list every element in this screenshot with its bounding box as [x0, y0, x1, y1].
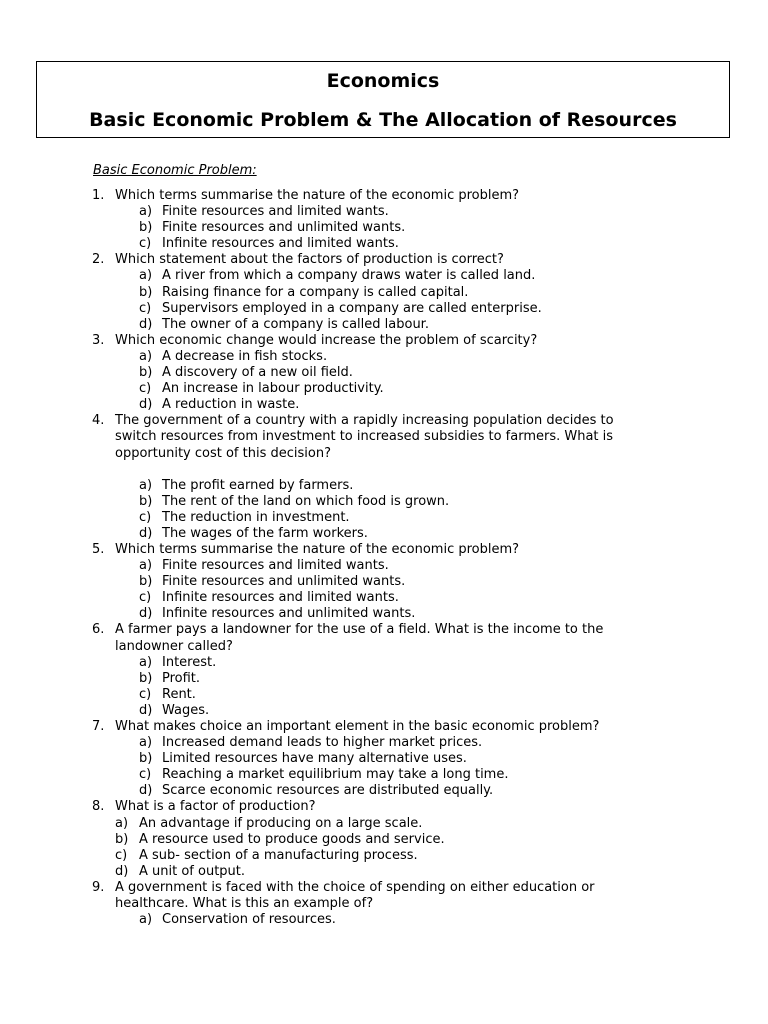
option-item [115, 478, 652, 494]
option-text: Infinite resources and limited wants. [162, 236, 399, 252]
question-4 [92, 413, 652, 542]
question-number: 3. [92, 332, 105, 348]
option-text: Supervisors employed in a company are called enterprise. [162, 300, 542, 316]
option-item [115, 687, 652, 703]
option-label: c) [139, 236, 152, 252]
option-text: Limited resources have many alternative uses. [162, 751, 467, 767]
option-text: An advantage if producing on a large scale. [139, 815, 423, 831]
option-text: The rent of the land on which food is grown. [162, 493, 450, 509]
option-item [115, 783, 652, 799]
question-3 [92, 333, 652, 413]
option-text: Profit. [162, 670, 201, 686]
option-item [115, 767, 652, 783]
option-text: A unit of output. [139, 863, 246, 879]
option-text: Infinite resources and limited wants. [162, 590, 399, 606]
option-text: A decrease in fish stocks. [162, 348, 328, 364]
option-text: Increased demand leads to higher market prices. [162, 735, 483, 751]
option-label: d) [139, 606, 153, 622]
question-text: Which terms summarise the nature of the economic problem? [115, 188, 520, 203]
option-item [115, 848, 652, 864]
option-list [115, 735, 652, 799]
option-label: d) [115, 863, 129, 879]
option-label: a) [139, 268, 153, 284]
option-text: Finite resources and limited wants. [162, 204, 389, 220]
title-box [36, 61, 730, 138]
question-number: 7. [92, 719, 105, 734]
option-label: c) [139, 767, 152, 783]
option-label: b) [139, 574, 153, 590]
question-text: The government of a country with a rapidly increasing population decides to switch resources from investment to increased subsidies to farmers. What is opportunity cost of this decision? [115, 413, 614, 461]
option-item [115, 864, 652, 880]
option-label: b) [139, 751, 153, 767]
option-label: c) [139, 686, 152, 702]
option-list [115, 268, 652, 332]
option-text: Finite resources and limited wants. [162, 558, 389, 574]
question-text: Which economic change would increase the problem of scarcity? [115, 332, 538, 348]
option-label: a) [139, 348, 153, 364]
option-item [115, 574, 652, 590]
option-text: Scarce economic resources are distributed equally. [162, 783, 494, 799]
question-text: What makes choice an important element in the basic economic problem? [115, 719, 600, 734]
option-label: c) [139, 509, 152, 525]
option-text: Conservation of resources. [162, 912, 336, 928]
option-label: c) [115, 847, 128, 863]
option-label: b) [139, 220, 153, 236]
option-label: a) [139, 558, 153, 574]
option-label: a) [139, 912, 153, 928]
option-list [115, 349, 652, 413]
option-list [115, 655, 652, 719]
spacer [115, 462, 652, 478]
question-6 [92, 622, 652, 719]
question-9 [92, 880, 652, 928]
option-label: b) [139, 670, 153, 686]
section-heading: Basic Economic Problem: [93, 163, 257, 178]
option-list [115, 558, 652, 622]
option-text: Rent. [162, 686, 196, 702]
option-item [115, 397, 652, 413]
option-label: a) [139, 654, 153, 670]
option-item [115, 268, 652, 284]
option-label: d) [139, 702, 153, 718]
question-text: Which terms summarise the nature of the economic problem? [115, 541, 520, 557]
option-label: c) [139, 590, 152, 606]
option-label: d) [139, 783, 153, 799]
document-title: Economics [326, 70, 440, 92]
option-label: b) [139, 284, 153, 300]
option-text: A sub- section of a manufacturing process. [139, 847, 418, 863]
option-item [115, 558, 652, 574]
option-item [115, 671, 652, 687]
option-label: a) [115, 815, 129, 831]
option-item [115, 510, 652, 526]
option-item [115, 204, 652, 220]
question-number: 4. [92, 413, 105, 429]
option-text: A river from which a company draws water is called land. [162, 268, 536, 284]
question-7 [92, 719, 652, 799]
option-list [115, 816, 652, 880]
option-text: The wages of the farm workers. [162, 525, 368, 541]
option-label: d) [139, 397, 153, 413]
option-item [115, 912, 652, 928]
option-item [115, 590, 652, 606]
option-item [115, 735, 652, 751]
option-list [115, 478, 652, 542]
question-5 [92, 542, 652, 622]
option-item [115, 832, 652, 848]
option-text: Finite resources and unlimited wants. [162, 574, 406, 590]
option-text: The profit earned by farmers. [162, 477, 354, 493]
option-item [115, 703, 652, 719]
option-item [115, 236, 652, 252]
option-item [115, 301, 652, 317]
option-label: b) [115, 831, 129, 847]
option-label: b) [139, 365, 153, 381]
question-8 [92, 799, 652, 879]
option-text: The owner of a company is called labour. [162, 316, 429, 332]
option-text: A discovery of a new oil field. [162, 365, 353, 381]
option-list [115, 204, 652, 252]
question-number: 9. [92, 879, 105, 895]
option-item [115, 655, 652, 671]
option-label: a) [139, 735, 153, 751]
option-text: Finite resources and unlimited wants. [162, 220, 406, 236]
option-list [115, 912, 652, 928]
option-text: Wages. [162, 702, 210, 718]
option-text: Raising finance for a company is called capital. [162, 284, 469, 300]
option-text: Interest. [162, 654, 217, 670]
question-2 [92, 252, 652, 332]
question-number: 1. [92, 188, 105, 203]
option-label: d) [139, 316, 153, 332]
question-1 [92, 188, 652, 252]
option-text: Reaching a market equilibrium may take a long time. [162, 767, 509, 783]
option-item [115, 494, 652, 510]
option-item [115, 751, 652, 767]
option-item [115, 381, 652, 397]
option-text: The reduction in investment. [162, 509, 350, 525]
option-item [115, 606, 652, 622]
question-number: 2. [92, 252, 105, 268]
question-text: What is a factor of production? [115, 799, 316, 815]
option-text: A reduction in waste. [162, 397, 300, 413]
question-number: 8. [92, 799, 105, 815]
option-item [115, 220, 652, 236]
option-item [115, 317, 652, 333]
option-item [115, 526, 652, 542]
option-text: A resource used to produce goods and service. [139, 831, 445, 847]
option-item [115, 816, 652, 832]
document-subtitle: Basic Economic Problem & The Allocation of Resources [89, 109, 677, 131]
option-item [115, 365, 652, 381]
option-label: c) [139, 381, 152, 397]
question-number: 5. [92, 541, 105, 557]
option-text: An increase in labour productivity. [162, 381, 384, 397]
question-number: 6. [92, 622, 105, 638]
question-list [92, 188, 652, 928]
option-label: c) [139, 300, 152, 316]
option-label: b) [139, 493, 153, 509]
question-text: A government is faced with the choice of spending on either education or healthcare. What is this an example of? [115, 879, 595, 912]
option-text: Infinite resources and unlimited wants. [162, 606, 416, 622]
question-text: A farmer pays a landowner for the use of a field. What is the income to the landowner called? [115, 622, 604, 654]
question-text: Which statement about the factors of production is correct? [115, 252, 504, 268]
option-label: d) [139, 525, 153, 541]
option-item [115, 285, 652, 301]
option-label: a) [139, 204, 153, 220]
option-label: a) [139, 477, 153, 493]
option-item [115, 349, 652, 365]
